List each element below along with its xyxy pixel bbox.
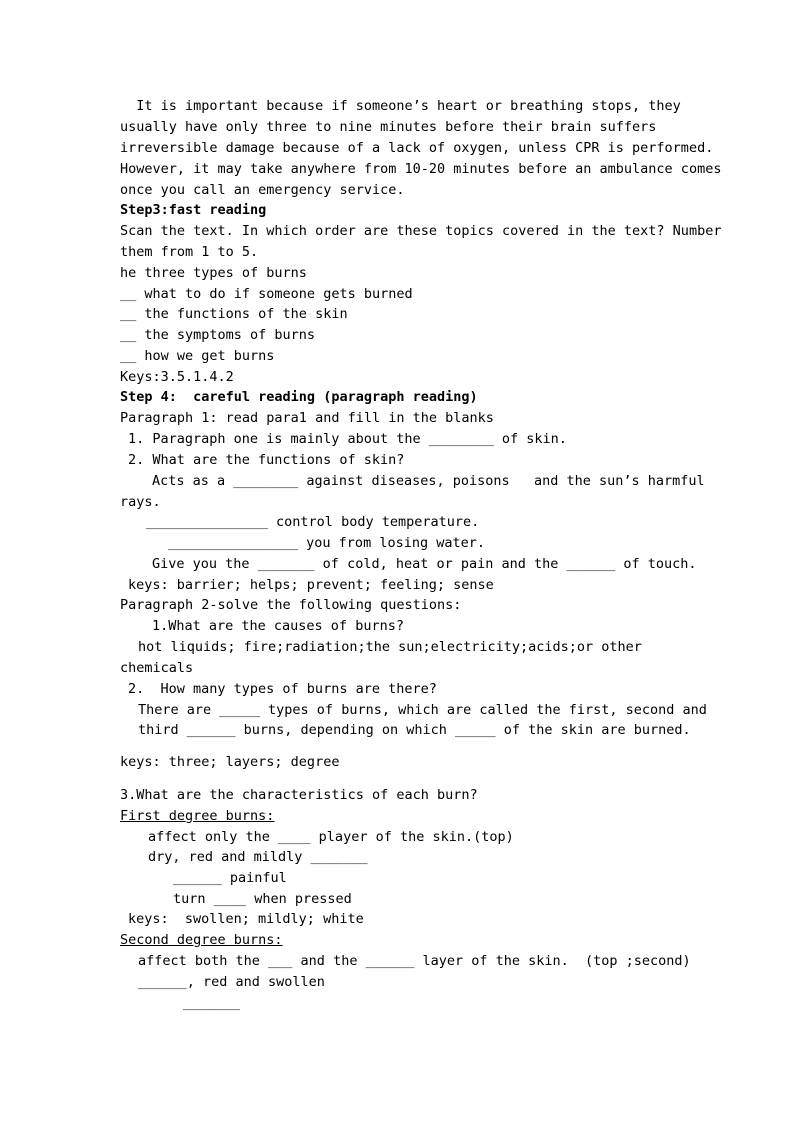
paragraph2-answer-2-cont: third ______ burns, depending on which _____ of the skin are burned. xyxy=(138,722,691,738)
topic-item: __ what to do if someone gets burned xyxy=(120,286,413,302)
step3-instruction-2: them from 1 to 5. xyxy=(120,244,259,260)
step3-heading: Step3:fast reading xyxy=(120,202,267,218)
intro-line-2: usually have only three to nine minutes before their brain suffers xyxy=(120,119,657,135)
function-answer-1: Acts as a ________ against diseases, poisons and the sun’s harmful xyxy=(152,473,705,489)
first-degree-item: affect only the ____ player of the skin.(top) xyxy=(148,829,514,845)
intro-line-4: However, it may take anywhere from 10-20 minutes before an ambulance comes xyxy=(120,161,722,177)
paragraph1-title: Paragraph 1: read para1 and fill in the blanks xyxy=(120,410,494,426)
first-degree-item: ______ painful xyxy=(173,870,287,886)
second-degree-item: _______ xyxy=(183,995,240,1011)
paragraph2-answer-2: There are _____ types of burns, which are called the first, second and xyxy=(138,702,707,718)
question-3: 3.What are the characteristics of each burn? xyxy=(120,787,478,803)
intro-line-1: It is important because if someone’s heart or breathing stops, they xyxy=(120,98,681,114)
topic-item: __ the functions of the skin xyxy=(120,306,348,322)
intro-line-3: irreversible damage because of a lack of oxygen, unless CPR is performed. xyxy=(120,140,714,156)
second-degree-item: affect both the ___ and the ______ layer of the skin. (top ;second) xyxy=(138,953,691,969)
question-2: 2. What are the functions of skin? xyxy=(128,452,405,468)
function-answer-2: _______________ control body temperature. xyxy=(146,514,480,530)
paragraph2-answer-1: hot liquids; fire;radiation;the sun;electricity;acids;or other xyxy=(138,639,642,655)
second-degree-item: ______, red and swollen xyxy=(138,974,325,990)
topic-item: __ how we get burns xyxy=(120,348,275,364)
keys-paragraph-1: keys: barrier; helps; prevent; feeling; sense xyxy=(128,577,494,593)
question-1: 1. Paragraph one is mainly about the ________ of skin. xyxy=(128,431,567,447)
paragraph2-answer-1-cont: chemicals xyxy=(120,660,194,676)
paragraph2-question-1: 1.What are the causes of burns? xyxy=(152,618,404,634)
first-degree-title: First degree burns: xyxy=(120,808,275,824)
paragraph2-question-2: 2. How many types of burns are there? xyxy=(128,681,437,697)
paragraph2-title: Paragraph 2-solve the following questions: xyxy=(120,597,462,613)
first-degree-item: dry, red and mildly _______ xyxy=(148,849,368,865)
first-degree-item: turn ____ when pressed xyxy=(173,891,352,907)
step3-instruction-1: Scan the text. In which order are these topics covered in the text? Number xyxy=(120,223,722,239)
keys-first-degree: keys: swollen; mildly; white xyxy=(128,911,364,927)
intro-line-5: once you call an emergency service. xyxy=(120,182,405,198)
keys-paragraph-2: keys: three; layers; degree xyxy=(120,754,340,770)
step3-keys: Keys:3.5.1.4.2 xyxy=(120,369,234,385)
function-answer-1-cont: rays. xyxy=(120,494,161,510)
function-answer-4: Give you the _______ of cold, heat or pain and the ______ of touch. xyxy=(152,556,697,572)
topic-item: he three types of burns xyxy=(120,265,307,281)
function-answer-3: ________________ you from losing water. xyxy=(168,535,485,551)
topic-item: __ the symptoms of burns xyxy=(120,327,316,343)
step4-heading: Step 4: careful reading (paragraph reading) xyxy=(120,389,478,405)
second-degree-title: Second degree burns: xyxy=(120,932,283,948)
